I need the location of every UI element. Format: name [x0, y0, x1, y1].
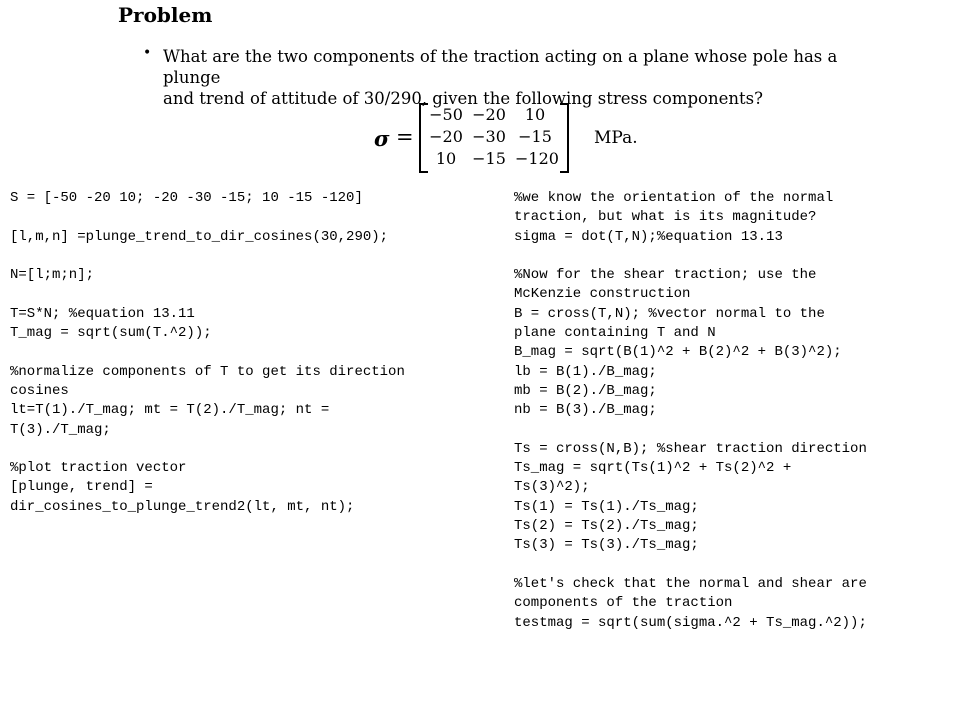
code-line: Ts(1) = Ts(1)./Ts_mag;	[514, 498, 699, 515]
code-line	[10, 208, 405, 227]
code-line: testmag = sqrt(sum(sigma.^2 + Ts_mag.^2));	[514, 614, 867, 631]
matrix-cell: 10	[435, 149, 457, 168]
code-line: B_mag = sqrt(B(1)^2 + B(2)^2 + B(3)^2);	[514, 344, 842, 361]
matrix-cell: −50	[429, 105, 463, 124]
question-line-1: What are the two components of the traction acting on a plane whose pole has a plunge	[163, 47, 838, 87]
matrix-row-1	[419, 104, 569, 126]
code-line: Ts_mag = sqrt(Ts(1)^2 + Ts(2)^2 +	[514, 460, 792, 477]
code-line: T_mag = sqrt(sum(T.^2));	[10, 325, 212, 342]
code-line: %we know the orientation of the normal	[514, 190, 834, 206]
code-line: dir_cosines_to_plunge_trend2(lt, mt, nt);	[10, 498, 355, 515]
code-line: [l,m,n] =plunge_trend_to_dir_cosines(30,290);	[10, 228, 389, 245]
code-line: %let's check that the normal and shear are	[514, 575, 867, 592]
code-line: N=[l;m;n];	[10, 267, 95, 284]
code-line: %Now for the shear traction; use the	[514, 267, 817, 284]
matrix-cell: 10	[524, 105, 546, 124]
code-line: lb = B(1)./B_mag;	[514, 363, 657, 380]
units-label: MPa.	[594, 128, 638, 148]
code-line: Ts = cross(N,B); %shear traction direction	[514, 440, 867, 457]
code-line	[514, 247, 867, 266]
bullet-marker: •	[143, 45, 152, 61]
stress-matrix	[419, 103, 569, 171]
matrix-row-3	[419, 148, 569, 170]
code-line: McKenzie construction	[514, 286, 691, 303]
problem-title: Problem	[118, 3, 213, 27]
code-line	[10, 440, 405, 459]
matrix-cell: −15	[518, 127, 552, 146]
code-line	[10, 247, 405, 266]
code-line: plane containing T and N	[514, 325, 716, 342]
code-line: Ts(2) = Ts(2)./Ts_mag;	[514, 518, 699, 535]
code-line	[514, 556, 867, 575]
code-line: [plunge, trend] =	[10, 479, 153, 496]
matrix-cell: −120	[515, 149, 559, 168]
code-line	[10, 285, 405, 304]
matrix-cell: −20	[429, 127, 463, 146]
code-line: traction, but what is its magnitude?	[514, 209, 817, 226]
code-line: B = cross(T,N); %vector normal to the	[514, 305, 825, 322]
code-line: %plot traction vector	[10, 460, 187, 477]
code-line: lt=T(1)./T_mag; mt = T(2)./T_mag; nt =	[10, 402, 330, 419]
code-line: T(3)./T_mag;	[10, 421, 111, 438]
code-line: Ts(3) = Ts(3)./Ts_mag;	[514, 537, 699, 554]
equals-sign: =	[396, 125, 414, 149]
code-line: T=S*N; %equation 13.11	[10, 305, 195, 322]
matrix-cell: −20	[472, 105, 506, 124]
question-line-2: and trend of attitude of 30/290, given the following stress components?	[163, 89, 763, 108]
code-line	[514, 421, 867, 440]
matrix-row-2	[419, 126, 569, 148]
matrix-cell: −15	[472, 149, 506, 168]
code-line: Ts(3)^2);	[514, 479, 590, 496]
question-text	[163, 46, 863, 109]
matrix-cell: −30	[472, 127, 506, 146]
matlab-code-left-column	[10, 189, 405, 517]
matlab-code-right-column	[514, 189, 867, 633]
code-line: %normalize components of T to get its direction	[10, 363, 405, 380]
code-line: components of the traction	[514, 595, 733, 612]
sigma-symbol: σ	[374, 126, 390, 151]
code-line: sigma = dot(T,N);%equation 13.13	[514, 228, 783, 245]
code-line: cosines	[10, 382, 69, 399]
code-line	[10, 343, 405, 362]
code-line: nb = B(3)./B_mag;	[514, 402, 657, 419]
code-line: mb = B(2)./B_mag;	[514, 382, 657, 399]
code-line: S = [-50 -20 10; -20 -30 -15; 10 -15 -120]	[10, 190, 363, 206]
